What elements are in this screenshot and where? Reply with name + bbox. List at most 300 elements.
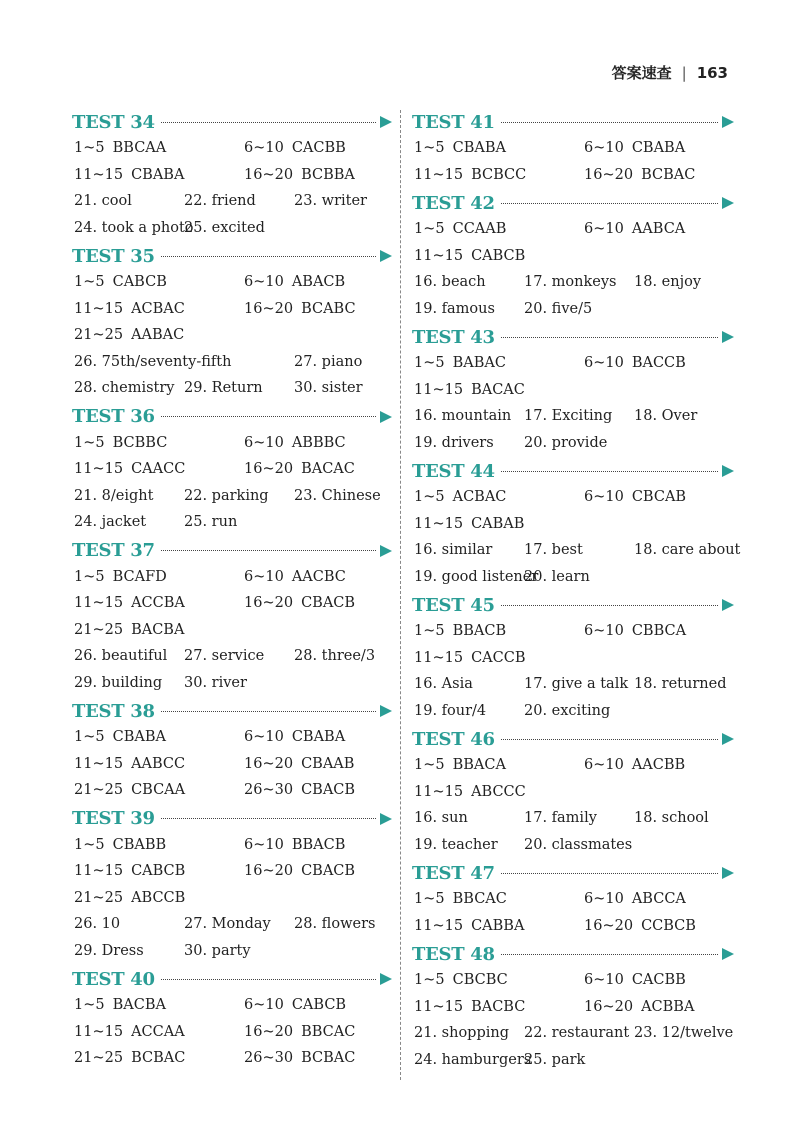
answer-item: 24. took a photo bbox=[74, 219, 194, 236]
answer-group bbox=[414, 891, 507, 907]
answer-group bbox=[74, 327, 184, 343]
answer-row bbox=[412, 833, 734, 860]
answer-letters: CCAAB bbox=[452, 221, 507, 237]
answer-group bbox=[74, 569, 167, 585]
test-section bbox=[412, 323, 734, 457]
arrow-right-icon bbox=[722, 733, 734, 745]
answer-row bbox=[72, 1020, 392, 1047]
answer-row bbox=[72, 510, 392, 537]
answer-letters: CACBB bbox=[291, 140, 346, 156]
question-range: 1~5 bbox=[414, 891, 445, 907]
answer-item: 18. returned bbox=[634, 676, 727, 692]
answer-row bbox=[412, 806, 734, 833]
answer-group bbox=[584, 140, 685, 156]
answer-row bbox=[412, 1021, 734, 1048]
question-range: 11~15 bbox=[414, 917, 464, 934]
test-name: TEST 43 bbox=[412, 326, 495, 348]
answer-letters: BBACA bbox=[452, 757, 506, 773]
answer-item: 20. classmates bbox=[524, 836, 633, 853]
arrow-right-icon bbox=[380, 705, 392, 717]
question-range: 1~5 bbox=[74, 729, 105, 745]
answer-item: 25. excited bbox=[184, 219, 265, 236]
answer-item: 19. teacher bbox=[414, 836, 498, 853]
arrow-right-icon bbox=[722, 197, 734, 209]
answer-group bbox=[244, 274, 345, 290]
question-range: 1~5 bbox=[414, 355, 445, 371]
answer-row bbox=[72, 163, 392, 190]
answer-item: 28. flowers bbox=[294, 916, 376, 932]
answer-row bbox=[72, 484, 392, 511]
answer-letters: CABCB bbox=[131, 863, 186, 879]
answer-group bbox=[74, 140, 166, 156]
question-range: 6~10 bbox=[584, 221, 624, 237]
answer-item: 18. Over bbox=[634, 408, 698, 424]
test-section bbox=[412, 725, 734, 859]
answer-item: 28. chemistry bbox=[74, 380, 175, 396]
answer-item: 19. four/4 bbox=[414, 702, 487, 719]
test-title bbox=[412, 940, 734, 968]
test-section bbox=[72, 537, 392, 698]
question-range: 1~5 bbox=[74, 568, 105, 585]
answer-group bbox=[414, 999, 525, 1015]
answer-letters: CBABB bbox=[112, 836, 167, 853]
question-range: 1~5 bbox=[414, 757, 445, 773]
test-title bbox=[72, 242, 392, 270]
test-title bbox=[72, 697, 392, 725]
test-section bbox=[412, 940, 734, 1074]
answer-item: 29. Return bbox=[184, 380, 263, 396]
test-title bbox=[72, 805, 392, 833]
answer-group bbox=[74, 1024, 185, 1040]
answer-row bbox=[412, 753, 734, 780]
dotted-leader bbox=[161, 122, 376, 123]
question-range: 6~10 bbox=[244, 836, 284, 853]
answer-group bbox=[584, 918, 696, 934]
answer-item: 26. 75th/seventy-fifth bbox=[74, 353, 232, 370]
answer-item: 17. family bbox=[524, 810, 597, 826]
answer-group bbox=[74, 301, 185, 317]
question-range: 11~15 bbox=[414, 381, 464, 398]
answer-group bbox=[74, 837, 166, 853]
answer-group bbox=[244, 167, 355, 183]
answer-row bbox=[72, 297, 392, 324]
question-range: 1~5 bbox=[74, 274, 105, 290]
answer-item: 18. care about bbox=[634, 542, 741, 558]
test-title bbox=[72, 108, 392, 136]
question-range: 6~10 bbox=[244, 140, 284, 156]
dotted-leader bbox=[501, 203, 718, 204]
answer-group bbox=[74, 890, 185, 906]
answer-item: 28. three/3 bbox=[294, 648, 376, 664]
arrow-right-icon bbox=[380, 813, 392, 825]
answer-letters: BBACB bbox=[291, 836, 346, 853]
answer-row bbox=[412, 538, 741, 565]
answer-group bbox=[74, 595, 185, 611]
arrow-right-icon bbox=[722, 465, 734, 477]
header-separator: | bbox=[681, 63, 687, 82]
question-range: 6~10 bbox=[584, 891, 624, 907]
arrow-right-icon bbox=[380, 116, 392, 128]
answer-group bbox=[414, 221, 506, 237]
answer-row bbox=[412, 163, 734, 190]
answer-group bbox=[74, 622, 184, 638]
answer-item: 18. enjoy bbox=[634, 274, 702, 290]
page-number: 163 bbox=[696, 63, 728, 82]
question-range: 11~15 bbox=[414, 649, 464, 666]
answer-row bbox=[72, 136, 392, 163]
arrow-right-icon bbox=[380, 411, 392, 423]
test-name: TEST 42 bbox=[412, 192, 495, 214]
test-section bbox=[412, 457, 741, 591]
answer-group bbox=[74, 274, 167, 290]
answer-row bbox=[412, 887, 734, 914]
question-range: 11~15 bbox=[74, 300, 124, 317]
answer-row bbox=[72, 270, 392, 297]
dotted-leader bbox=[161, 711, 376, 712]
answer-item: 16. Asia bbox=[414, 676, 473, 692]
question-range: 11~15 bbox=[74, 166, 124, 183]
answer-item: 20. five/5 bbox=[524, 300, 593, 317]
answer-group bbox=[244, 1024, 355, 1040]
answer-row bbox=[412, 512, 734, 539]
answer-letters: BACCB bbox=[631, 355, 686, 371]
answer-group bbox=[584, 221, 685, 237]
answer-item: 23. 12/twelve bbox=[634, 1025, 734, 1041]
dotted-leader bbox=[161, 979, 376, 980]
answer-group bbox=[414, 382, 525, 398]
test-name: TEST 34 bbox=[72, 111, 155, 133]
answer-row bbox=[72, 323, 392, 350]
answer-letters: CABCB bbox=[112, 274, 167, 290]
test-name: TEST 35 bbox=[72, 245, 155, 267]
answer-group bbox=[584, 489, 686, 505]
test-section bbox=[412, 591, 734, 725]
answer-row bbox=[72, 671, 392, 698]
answer-group bbox=[244, 837, 345, 853]
answer-item: 25. run bbox=[184, 514, 238, 530]
answer-letters: CABCB bbox=[291, 997, 347, 1013]
answer-letters: BBACB bbox=[452, 623, 507, 639]
answer-group bbox=[584, 999, 694, 1015]
answer-item: 17. Exciting bbox=[524, 408, 613, 424]
test-title bbox=[412, 457, 734, 485]
question-range: 1~5 bbox=[414, 489, 445, 505]
answer-row bbox=[412, 431, 734, 458]
answer-group bbox=[414, 623, 506, 639]
answer-letters: ACBAC bbox=[452, 489, 507, 505]
test-name: TEST 46 bbox=[412, 728, 495, 750]
answer-item: 27. piano bbox=[294, 353, 363, 370]
answer-letters: BACBA bbox=[131, 621, 185, 638]
answer-letters: ABBBC bbox=[291, 434, 346, 451]
question-range: 16~20 bbox=[244, 595, 294, 611]
answer-letters: CABAB bbox=[471, 515, 525, 532]
dotted-leader bbox=[501, 471, 718, 472]
test-title bbox=[412, 591, 734, 619]
answer-group bbox=[244, 782, 355, 798]
arrow-right-icon bbox=[722, 116, 734, 128]
right-column bbox=[412, 108, 741, 1074]
answer-letters: CCBCB bbox=[641, 917, 696, 934]
test-section bbox=[72, 965, 392, 1073]
question-range: 6~10 bbox=[584, 757, 624, 773]
answer-letters: CBACB bbox=[301, 595, 356, 611]
answer-group bbox=[74, 461, 185, 477]
answer-item: 25. park bbox=[524, 1051, 586, 1068]
answer-letters: ACCAA bbox=[131, 1023, 185, 1040]
answer-row bbox=[72, 591, 392, 618]
answer-group bbox=[244, 569, 346, 585]
answer-row bbox=[412, 270, 734, 297]
answer-letters: ABCCC bbox=[471, 783, 526, 800]
question-range: 16~20 bbox=[584, 917, 634, 934]
answer-item: 22. friend bbox=[184, 193, 256, 209]
test-name: TEST 39 bbox=[72, 808, 155, 829]
answer-letters: BCBBA bbox=[301, 166, 355, 183]
question-range: 21~25 bbox=[74, 1050, 124, 1066]
answer-letters: ACCBA bbox=[131, 595, 185, 611]
answer-letters: CBCAA bbox=[131, 782, 186, 798]
arrow-right-icon bbox=[722, 599, 734, 611]
question-range: 21~25 bbox=[74, 327, 124, 343]
answer-item: 19. famous bbox=[414, 300, 495, 317]
question-range: 6~10 bbox=[244, 434, 284, 451]
answer-letters: BACBA bbox=[112, 997, 166, 1013]
answer-letters: BCBCC bbox=[471, 166, 527, 183]
question-range: 16~20 bbox=[244, 300, 294, 317]
answer-item: 30. sister bbox=[294, 380, 363, 396]
column-divider bbox=[400, 110, 401, 1080]
answer-item: 16. beach bbox=[414, 274, 486, 290]
answer-row bbox=[72, 993, 392, 1020]
answer-letters: BACAC bbox=[471, 381, 525, 398]
question-range: 6~10 bbox=[584, 140, 624, 156]
answer-row bbox=[412, 217, 734, 244]
answer-group bbox=[74, 863, 185, 879]
question-range: 16~20 bbox=[244, 863, 294, 879]
test-name: TEST 38 bbox=[72, 700, 155, 722]
answer-row bbox=[72, 216, 392, 243]
answer-item: 23. writer bbox=[294, 193, 367, 209]
dotted-leader bbox=[161, 416, 376, 417]
answer-row bbox=[72, 912, 392, 939]
question-range: 11~15 bbox=[74, 1023, 124, 1040]
answer-group bbox=[244, 997, 346, 1013]
answer-row bbox=[412, 378, 734, 405]
answer-item: 17. monkeys bbox=[524, 274, 617, 290]
answer-item: 16. mountain bbox=[414, 408, 512, 424]
answer-group bbox=[244, 461, 355, 477]
answer-letters: CBBCA bbox=[631, 623, 687, 639]
question-range: 6~10 bbox=[244, 274, 284, 290]
answer-item: 17. best bbox=[524, 542, 583, 558]
answer-row bbox=[72, 859, 392, 886]
answer-row bbox=[72, 833, 392, 860]
answer-letters: BCBBC bbox=[112, 434, 168, 451]
question-range: 1~5 bbox=[74, 434, 105, 451]
answer-row bbox=[72, 752, 392, 779]
question-range: 26~30 bbox=[244, 782, 294, 798]
dotted-leader bbox=[501, 122, 718, 123]
test-section bbox=[72, 805, 392, 966]
arrow-right-icon bbox=[380, 973, 392, 985]
answer-letters: AACBB bbox=[631, 757, 686, 773]
answer-letters: CAACC bbox=[131, 461, 186, 477]
answer-item: 30. river bbox=[184, 674, 247, 691]
answer-group bbox=[74, 756, 185, 772]
answer-item: 19. good listener bbox=[414, 568, 539, 585]
answer-group bbox=[584, 891, 686, 907]
test-section bbox=[412, 189, 734, 323]
question-range: 16~20 bbox=[584, 166, 634, 183]
answer-letters: BABAC bbox=[452, 355, 506, 371]
dotted-leader bbox=[501, 954, 718, 955]
answer-row bbox=[412, 914, 734, 941]
answer-item: 30. party bbox=[184, 942, 251, 959]
test-name: TEST 36 bbox=[72, 406, 155, 427]
answer-group bbox=[244, 1050, 355, 1066]
answer-letters: CBABA bbox=[291, 729, 346, 745]
question-range: 16~20 bbox=[244, 1023, 294, 1040]
answer-item: 16. sun bbox=[414, 810, 468, 826]
answer-row bbox=[412, 351, 734, 378]
answer-item: 21. shopping bbox=[414, 1025, 510, 1041]
question-range: 11~15 bbox=[74, 863, 124, 879]
answer-row bbox=[412, 244, 734, 271]
answer-row bbox=[72, 778, 392, 805]
answer-item: 29. building bbox=[74, 674, 163, 691]
answer-row bbox=[72, 886, 392, 913]
answer-group bbox=[414, 489, 506, 505]
dotted-leader bbox=[501, 605, 718, 606]
answer-letters: AABCA bbox=[631, 221, 686, 237]
answer-row bbox=[412, 565, 734, 592]
answer-row bbox=[412, 699, 734, 726]
answer-group bbox=[74, 435, 167, 451]
question-range: 6~10 bbox=[244, 997, 284, 1013]
answer-letters: BBCAC bbox=[301, 1023, 356, 1040]
answer-group bbox=[414, 516, 524, 532]
answer-group bbox=[414, 650, 525, 666]
answer-letters: CBABA bbox=[631, 140, 686, 156]
answer-letters: CBABA bbox=[131, 166, 185, 183]
answer-item: 23. Chinese bbox=[294, 487, 381, 504]
answer-letters: BBCAA bbox=[112, 140, 167, 156]
test-section bbox=[72, 242, 392, 403]
answer-group bbox=[244, 301, 356, 317]
test-name: TEST 41 bbox=[412, 111, 495, 133]
arrow-right-icon bbox=[380, 250, 392, 262]
answer-letters: ABACB bbox=[291, 274, 346, 290]
answer-row bbox=[412, 297, 734, 324]
question-range: 16~20 bbox=[244, 461, 294, 477]
answer-item: 27. service bbox=[184, 648, 265, 664]
answer-group bbox=[414, 972, 508, 988]
answer-item: 22. parking bbox=[184, 487, 269, 504]
answer-group bbox=[244, 729, 345, 745]
answer-letters: BCAFD bbox=[112, 568, 167, 585]
answer-item: 20. learn bbox=[524, 568, 590, 585]
answer-letters: BACAC bbox=[301, 461, 355, 477]
answer-letters: CABBA bbox=[471, 917, 525, 934]
answer-row bbox=[412, 404, 734, 431]
answer-letters: BACBC bbox=[471, 998, 526, 1015]
answer-row bbox=[72, 644, 392, 671]
answer-letters: BBCAC bbox=[452, 891, 507, 907]
question-range: 1~5 bbox=[74, 140, 105, 156]
answer-row bbox=[72, 1046, 392, 1073]
answer-letters: CBACB bbox=[301, 863, 356, 879]
test-title bbox=[412, 859, 734, 887]
answer-row bbox=[412, 646, 734, 673]
answer-group bbox=[244, 595, 355, 611]
dotted-leader bbox=[161, 818, 376, 819]
question-range: 6~10 bbox=[584, 972, 624, 988]
answer-letters: CACBB bbox=[631, 972, 686, 988]
question-range: 6~10 bbox=[244, 729, 284, 745]
test-section bbox=[72, 403, 392, 537]
answer-group bbox=[584, 757, 685, 773]
answer-row bbox=[412, 1048, 734, 1075]
question-range: 6~10 bbox=[584, 489, 624, 505]
answer-letters: CBCBC bbox=[452, 972, 508, 988]
answer-item: 22. restaurant bbox=[524, 1025, 630, 1041]
question-range: 11~15 bbox=[414, 515, 464, 532]
question-range: 26~30 bbox=[244, 1050, 294, 1066]
answer-letters: CABCB bbox=[471, 247, 526, 264]
answer-letters: CBABA bbox=[452, 140, 506, 156]
arrow-right-icon bbox=[380, 545, 392, 557]
answer-row bbox=[72, 431, 392, 458]
page-header bbox=[612, 62, 728, 83]
answer-row bbox=[72, 350, 392, 377]
answer-letters: ABCCB bbox=[131, 889, 186, 906]
answer-group bbox=[414, 355, 506, 371]
answer-group bbox=[74, 729, 166, 745]
question-range: 21~25 bbox=[74, 782, 124, 798]
test-name: TEST 37 bbox=[72, 540, 155, 561]
question-range: 21~25 bbox=[74, 621, 124, 638]
test-title bbox=[412, 323, 734, 351]
answer-item: 18. school bbox=[634, 810, 709, 826]
answer-item: 16. similar bbox=[414, 542, 493, 558]
question-range: 6~10 bbox=[244, 568, 284, 585]
answer-row bbox=[412, 780, 734, 807]
answer-group bbox=[244, 140, 346, 156]
question-range: 6~10 bbox=[584, 623, 624, 639]
arrow-right-icon bbox=[722, 331, 734, 343]
test-title bbox=[72, 403, 392, 431]
answer-group bbox=[414, 918, 524, 934]
answer-group bbox=[74, 782, 185, 798]
answer-row bbox=[412, 136, 734, 163]
question-range: 21~25 bbox=[74, 889, 124, 906]
test-name: TEST 40 bbox=[72, 968, 155, 990]
header-title: 答案速查 bbox=[611, 64, 672, 82]
answer-group bbox=[414, 248, 525, 264]
answer-group bbox=[584, 355, 686, 371]
answer-group bbox=[414, 784, 526, 800]
answer-letters: BCABC bbox=[301, 300, 356, 317]
test-title bbox=[412, 189, 734, 217]
answer-row bbox=[412, 968, 734, 995]
answer-row bbox=[72, 457, 392, 484]
test-name: TEST 45 bbox=[412, 594, 495, 616]
test-section bbox=[72, 108, 392, 242]
answer-item: 26. 10 bbox=[74, 916, 121, 932]
question-range: 11~15 bbox=[74, 595, 124, 611]
answer-row bbox=[412, 995, 734, 1022]
